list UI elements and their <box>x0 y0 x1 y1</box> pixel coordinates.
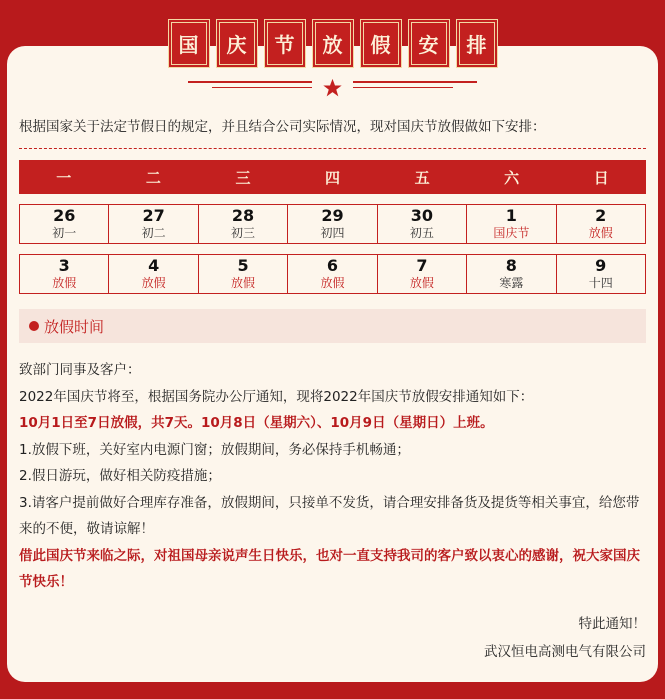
closing-text: 特此通知！ <box>578 616 646 632</box>
day-number: 5 <box>237 256 249 275</box>
calendar-day <box>20 255 108 293</box>
day-number: 2 <box>595 206 607 225</box>
day-number: 29 <box>321 206 344 225</box>
day-note: 放假 <box>320 276 345 290</box>
day-note: 十四 <box>588 276 613 290</box>
day-note: 初二 <box>141 226 166 240</box>
day-number: 28 <box>231 206 255 225</box>
calendar-day <box>108 255 197 293</box>
day-note: 初四 <box>320 226 345 240</box>
calendar-day <box>20 205 108 243</box>
calendar-day <box>198 205 287 243</box>
notice-body <box>19 357 649 596</box>
title-char: 国 <box>168 19 210 68</box>
day-note: 初五 <box>409 226 434 240</box>
title-char: 排 <box>456 19 498 68</box>
day-note: 寒露 <box>499 276 524 290</box>
weekday-label: 六 <box>504 168 520 187</box>
company-name: 武汉恒电高测电气有限公司 <box>484 644 646 660</box>
day-note: 初一 <box>52 226 77 240</box>
star-icon <box>322 78 343 98</box>
day-number: 8 <box>505 256 517 275</box>
weekday-label: 五 <box>414 168 430 187</box>
title-char: 安 <box>408 19 450 68</box>
day-number: 9 <box>595 256 607 275</box>
day-number: 27 <box>142 206 165 225</box>
intro-text: 根据国家关于法定节假日的规定，并且结合公司实际情况，现对国庆节放假做如下安排： <box>19 119 546 135</box>
weekday-label: 四 <box>325 168 341 187</box>
list-item: 3.请客户提前做好合理库存准备，放假期间，只接单不发货，请合理安排备货及提货等相关事宜，给您带来的不便，敬请谅解！ <box>19 494 640 537</box>
notice-line: 2022年国庆节将至，根据国务院办公厅通知，现将2022年国庆节放假安排通知如下： <box>19 388 534 405</box>
calendar-day <box>377 205 466 243</box>
schedule-line: 10月1日至7日放假，共7天。10月8日（星期六）、10月9日（星期日）上班。 <box>19 415 494 431</box>
day-number: 26 <box>53 206 76 225</box>
title-char: 放 <box>312 19 354 68</box>
day-note: 放假 <box>588 226 613 240</box>
title-ornament <box>0 78 665 98</box>
day-number: 7 <box>416 256 428 275</box>
greeting: 致部门同事及客户： <box>19 362 141 378</box>
calendar-day <box>466 205 555 243</box>
calendar-row-1 <box>19 204 646 244</box>
day-note: 放假 <box>52 276 77 290</box>
list-item: 1.放假下班，关好室内电源门窗；放假期间，务必保持手机畅通； <box>19 441 410 458</box>
bullet-dot-icon <box>29 321 39 331</box>
day-note: 放假 <box>231 276 256 290</box>
calendar-day <box>108 205 197 243</box>
section-title: 放假时间 <box>44 317 105 336</box>
weekday-label: 二 <box>145 168 161 187</box>
calendar-row-2 <box>19 254 646 294</box>
section-header <box>19 309 646 343</box>
day-number: 1 <box>505 206 517 225</box>
day-number: 3 <box>58 256 70 275</box>
weekday-header <box>19 160 646 194</box>
calendar-day <box>198 255 287 293</box>
title-banner <box>0 19 665 68</box>
weekday-label: 日 <box>593 168 609 187</box>
weekday-label: 三 <box>235 168 251 187</box>
calendar-day <box>287 255 376 293</box>
calendar-day <box>287 205 376 243</box>
calendar-day <box>466 255 555 293</box>
title-char: 假 <box>360 19 402 68</box>
day-note: 国庆节 <box>493 226 530 240</box>
title-char: 庆 <box>216 19 258 68</box>
day-note: 放假 <box>409 276 434 290</box>
list-item: 2.假日游玩，做好相关防疫措施； <box>19 468 221 484</box>
calendar-day <box>556 255 645 293</box>
calendar-day <box>377 255 466 293</box>
title-char: 节 <box>264 19 306 68</box>
wishes-line: 借此国庆节来临之际，对祖国母亲说声生日快乐，也对一直支持我司的客户致以衷心的感谢，祝大家国庆节快乐！ <box>19 547 640 590</box>
day-note: 初三 <box>231 226 256 240</box>
day-note: 放假 <box>141 276 166 290</box>
day-number: 6 <box>326 256 339 275</box>
day-number: 4 <box>148 256 160 275</box>
weekday-label: 一 <box>56 168 72 187</box>
calendar-day <box>556 205 645 243</box>
day-number: 30 <box>410 206 434 225</box>
dashed-divider <box>19 148 646 149</box>
